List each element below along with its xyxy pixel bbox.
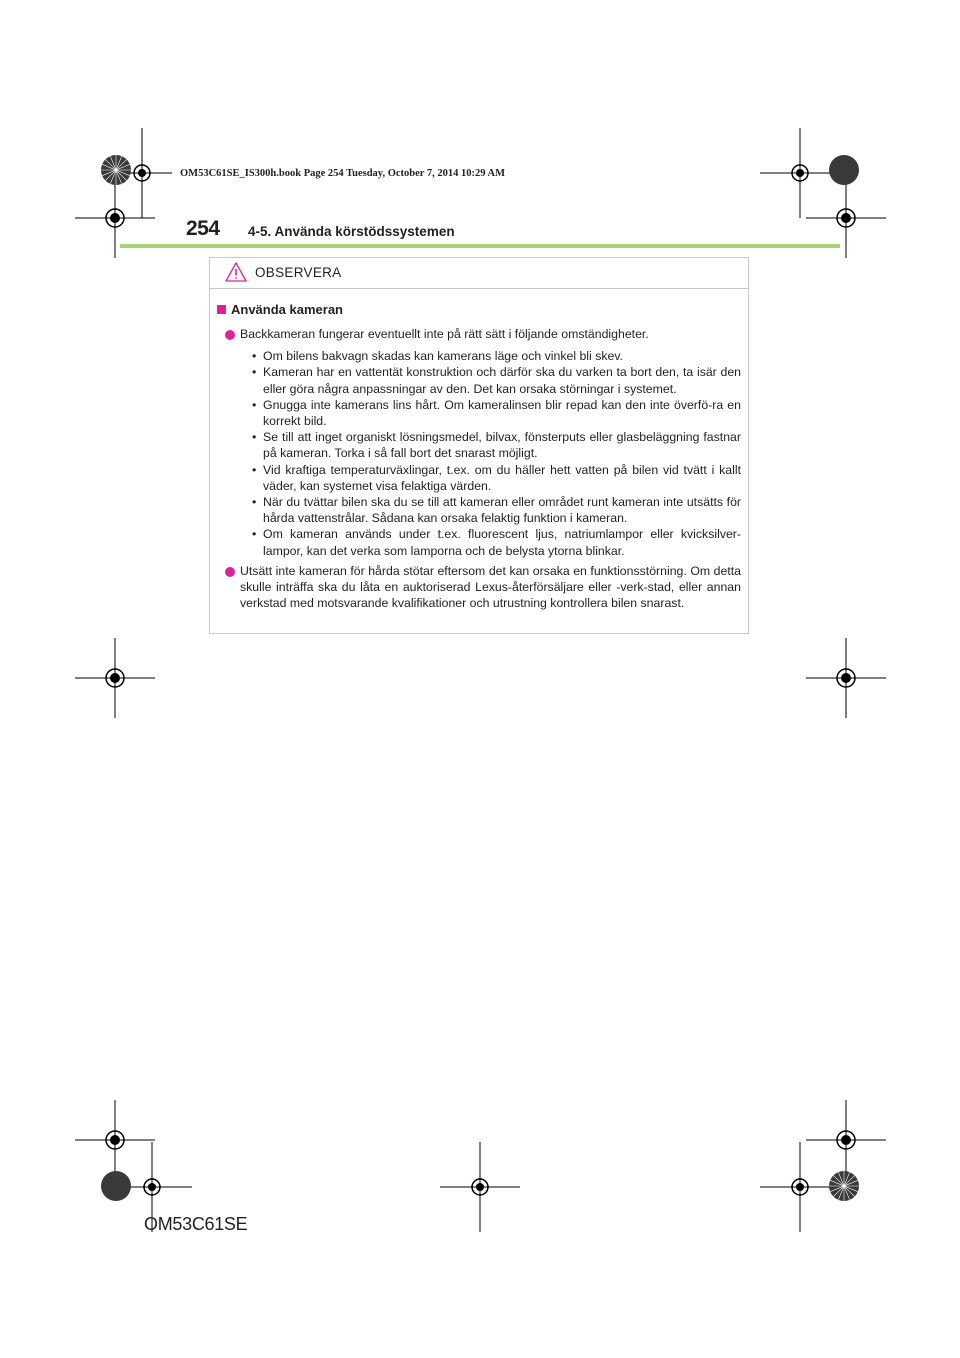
caution-header: [210, 258, 748, 289]
caution-subheading: [217, 302, 748, 320]
caution-subitem-text: När du tvättar bilen ska du se till att kameran eller området runt kameran inte utsätts för hårda vattenstrålar. Sådana kan orsaka felaktig funktion i kameran.: [263, 495, 741, 526]
caution-sublist: [217, 348, 748, 559]
caution-subitem: [217, 526, 748, 558]
section-title: 4-5. Använda körstödssystemen: [248, 224, 455, 239]
caution-subitem: [217, 429, 748, 461]
caution-subitem: [217, 462, 748, 494]
round-bullet-icon: [225, 330, 235, 340]
caution-subitem: [217, 397, 748, 429]
caution-subitem: [217, 364, 748, 396]
square-bullet-icon: [217, 305, 226, 314]
caution-body: [210, 302, 748, 611]
registration-crosshair-icon: [806, 638, 886, 718]
caution-subitem-text: Vid kraftiga temperaturväxlingar, t.ex. om du häller hett vatten på bilen vid tvätt i kallt väder, kan systemet visa felaktiga värden.: [263, 462, 741, 493]
caution-subitem: [217, 494, 748, 526]
caution-item-text: Utsätt inte kameran för hårda stötar eftersom det kan orsaka en funktionsstörning. Om detta skulle inträffa ska du låta en auktoriserad Lexus-återförsäljare eller -verk-stad, eller annan verkstad med motsvarande kvalifikationer och utrustning kontrollera bilen snarast.: [240, 563, 741, 611]
rosette-mark-icon: [100, 154, 132, 186]
caution-subitem-text: Om kameran används under t.ex. fluorescent ljus, natriumlampor eller kvicksilver-lampor, kan det verka som lamporna och de belysta ytorna blinkar.: [263, 527, 741, 558]
registration-crosshair-icon: [440, 1142, 520, 1232]
document-code: OM53C61SE: [144, 1214, 248, 1234]
rosette-mark-icon: [100, 1170, 132, 1202]
caution-item-text: Backkameran fungerar eventuellt inte på rätt sätt i följande omständigheter.: [240, 327, 649, 341]
dash-bullet: •: [252, 495, 257, 510]
caution-subheading-text: Använda kameran: [231, 302, 343, 317]
page-number: 254: [186, 217, 220, 240]
warning-triangle-icon: [225, 262, 247, 282]
round-bullet-icon: [225, 567, 235, 577]
registration-crosshair-icon: [75, 638, 155, 718]
caution-subitem-text: Gnugga inte kamerans lins hårt. Om kameralinsen blir repad kan den inte överfö-ra en korrekt bild.: [263, 397, 741, 429]
print-slug: OM53C61SE_IS300h.book Page 254 Tuesday, October 7, 2014 10:29 AM: [180, 168, 506, 179]
caution-item: [217, 563, 748, 612]
dash-bullet: •: [252, 527, 257, 542]
caution-subitem-text: Om bilens bakvagn skadas kan kamerans läge och vinkel bli skev.: [263, 349, 623, 364]
dash-bullet: •: [252, 430, 257, 445]
rosette-mark-icon: [828, 1170, 860, 1202]
header-rule: [120, 244, 840, 248]
caution-subitem: [217, 348, 748, 364]
dash-bullet: •: [252, 397, 257, 412]
caution-subitem-text: Se till att inget organiskt lösningsmedel, bilvax, fönsterputs eller glasbeläggning fastnar på kameran. Torka i så fall bort det snarast möjligt.: [263, 430, 741, 461]
dash-bullet: •: [252, 365, 257, 380]
dash-bullet: •: [252, 462, 257, 477]
dash-bullet: •: [252, 349, 257, 364]
caution-item: [217, 326, 748, 342]
rosette-mark-icon: [828, 154, 860, 186]
caution-box: [209, 257, 749, 634]
caution-subitem-text: Kameran har en vattentät konstruktion och därför ska du varken ta bort den, ta isär den eller göra några anpassningar av den. Det kan orsaka störningar i systemet.: [263, 365, 741, 396]
caution-title: OBSERVERA: [255, 265, 342, 280]
